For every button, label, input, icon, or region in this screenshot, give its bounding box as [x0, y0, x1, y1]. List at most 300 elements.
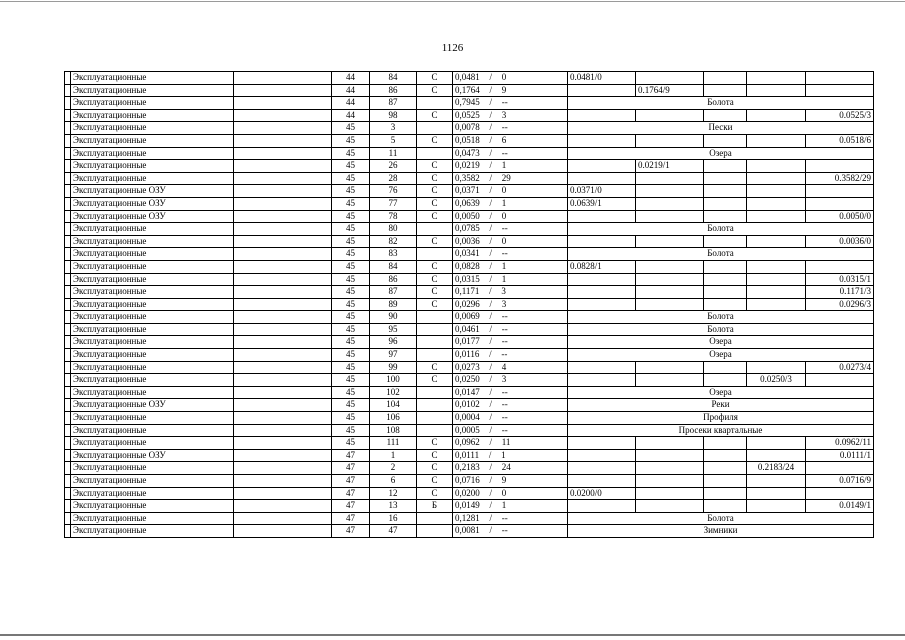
plot-number: 76 [370, 185, 417, 198]
forest-use-type: Эксплуатационные [71, 160, 234, 173]
quarter-number: 45 [332, 147, 370, 160]
volume-column-2 [636, 437, 704, 450]
volume-column-4 [747, 475, 806, 488]
volume-value: -- [501, 97, 508, 108]
area-separator: / [489, 311, 492, 322]
area-separator: / [489, 424, 492, 435]
volume-value: -- [501, 223, 508, 234]
forest-use-type: Эксплуатационные [71, 298, 234, 311]
forest-use-type: Эксплуатационные [71, 172, 234, 185]
category-letter: С [417, 298, 453, 311]
empty-cell [234, 97, 332, 110]
quarter-number: 45 [332, 172, 370, 185]
volume-column-4 [747, 210, 806, 223]
volume-column-5: 0.0296/3 [806, 298, 874, 311]
quarter-number: 45 [332, 374, 370, 387]
volume-column-4 [747, 172, 806, 185]
empty-cell [234, 399, 332, 412]
forest-use-type: Эксплуатационные [71, 374, 234, 387]
area-separator: / [489, 386, 492, 397]
volume-column-4 [747, 298, 806, 311]
forest-use-type: Эксплуатационные [71, 248, 234, 261]
volume-column-3 [704, 109, 747, 122]
category-letter: С [417, 172, 453, 185]
volume-column-4 [747, 160, 806, 173]
forest-use-type: Эксплуатационные [71, 525, 234, 538]
forest-use-type: Эксплуатационные [71, 361, 234, 374]
table-row [65, 424, 874, 437]
area-separator: / [489, 172, 492, 183]
volume-column-3 [704, 210, 747, 223]
volume-value: 6 [501, 134, 507, 145]
volume-column-3 [704, 72, 747, 85]
plot-number: 86 [370, 84, 417, 97]
quarter-number: 44 [332, 84, 370, 97]
scan-edge-bottom [0, 634, 905, 636]
table-row [65, 386, 874, 399]
area-cell [453, 323, 568, 336]
volume-value: 0 [501, 235, 507, 246]
volume-column-3 [704, 260, 747, 273]
plot-number: 90 [370, 311, 417, 324]
table-row [65, 97, 874, 110]
volume-value: -- [501, 122, 508, 133]
plot-number: 5 [370, 134, 417, 147]
table-row [65, 449, 874, 462]
volume-column-1: 0.0639/1 [568, 197, 636, 210]
table-row [65, 172, 874, 185]
forest-use-type: Эксплуатационные [71, 424, 234, 437]
area-cell [453, 84, 568, 97]
area-separator: / [489, 210, 492, 221]
volume-column-3 [704, 449, 747, 462]
volume-column-3 [704, 84, 747, 97]
volume-column-2 [636, 361, 704, 374]
plot-number: 98 [370, 109, 417, 122]
table-row [65, 122, 874, 135]
volume-column-3 [704, 462, 747, 475]
forest-use-type: Эксплуатационные [71, 412, 234, 425]
category-letter [417, 349, 453, 362]
volume-column-2 [636, 197, 704, 210]
volume-column-5: 0.0273/4 [806, 361, 874, 374]
volume-column-4 [747, 84, 806, 97]
volume-column-1 [568, 172, 636, 185]
plot-number: 84 [370, 72, 417, 85]
scan-edge-top [0, 1, 905, 2]
empty-cell [234, 487, 332, 500]
empty-cell [234, 197, 332, 210]
category-letter: С [417, 462, 453, 475]
volume-column-5 [806, 160, 874, 173]
forest-use-type: Эксплуатационные ОЗУ [71, 185, 234, 198]
forest-use-type: Эксплуатационные [71, 147, 234, 160]
area-separator: / [489, 399, 492, 410]
forest-use-type: Эксплуатационные [71, 475, 234, 488]
plot-number: 84 [370, 260, 417, 273]
plot-number: 86 [370, 273, 417, 286]
area-value: 0,0036 [455, 235, 480, 246]
forest-use-type: Эксплуатационные [71, 109, 234, 122]
area-value: 0,0716 [455, 475, 480, 485]
plot-number: 78 [370, 210, 417, 223]
empty-cell [234, 210, 332, 223]
volume-value: 0 [501, 487, 507, 498]
plot-number: 111 [370, 437, 417, 450]
plot-number: 11 [370, 147, 417, 160]
volume-column-5: 0.0962/11 [806, 437, 874, 450]
area-cell [453, 197, 568, 210]
table-row [65, 512, 874, 525]
area-separator: / [489, 286, 492, 297]
forest-use-type: Эксплуатационные [71, 273, 234, 286]
table-row [65, 412, 874, 425]
area-separator: / [489, 223, 492, 234]
table-row [65, 72, 874, 85]
forest-use-type: Эксплуатационные [71, 260, 234, 273]
volume-column-3 [704, 487, 747, 500]
category-letter: С [417, 475, 453, 488]
empty-cell [234, 134, 332, 147]
land-type-label: Болота [568, 512, 874, 525]
volume-column-5: 0.0518/6 [806, 134, 874, 147]
area-separator: / [489, 349, 492, 360]
area-separator: / [489, 475, 492, 485]
area-value: 0,0273 [455, 361, 480, 372]
volume-value: 0 [501, 72, 507, 82]
forest-use-type: Эксплуатационные ОЗУ [71, 399, 234, 412]
area-cell [453, 512, 568, 525]
area-value: 0,0296 [455, 298, 480, 309]
area-cell [453, 134, 568, 147]
plot-number: 26 [370, 160, 417, 173]
volume-value: 0 [501, 210, 507, 221]
volume-value: 3 [501, 374, 507, 385]
area-cell [453, 223, 568, 236]
volume-column-2 [636, 210, 704, 223]
volume-value: 1 [501, 273, 507, 284]
forest-use-type: Эксплуатационные [71, 487, 234, 500]
area-separator: / [489, 97, 492, 108]
volume-column-2 [636, 462, 704, 475]
plot-number: 99 [370, 361, 417, 374]
land-type-label: Озера [568, 336, 874, 349]
category-letter [417, 336, 453, 349]
land-type-label: Пески [568, 122, 874, 135]
volume-column-1 [568, 361, 636, 374]
table-row [65, 349, 874, 362]
volume-column-2 [636, 475, 704, 488]
area-cell [453, 399, 568, 412]
category-letter [417, 412, 453, 425]
volume-column-4 [747, 500, 806, 513]
table-row [65, 399, 874, 412]
volume-column-4 [747, 286, 806, 299]
category-letter: С [417, 361, 453, 374]
empty-cell [234, 160, 332, 173]
plot-number: 104 [370, 399, 417, 412]
empty-cell [234, 361, 332, 374]
area-separator: / [489, 323, 492, 334]
land-type-label: Профиля [568, 412, 874, 425]
category-letter [417, 97, 453, 110]
volume-column-4 [747, 437, 806, 450]
volume-value: 1 [501, 160, 507, 171]
volume-column-3 [704, 160, 747, 173]
area-cell [453, 260, 568, 273]
plot-number: 6 [370, 475, 417, 488]
area-value: 0,0050 [455, 210, 480, 221]
empty-cell [234, 72, 332, 85]
area-value: 0,0785 [455, 223, 480, 234]
empty-cell [234, 84, 332, 97]
area-value: 0,0525 [455, 109, 480, 120]
area-cell [453, 172, 568, 185]
quarter-number: 44 [332, 97, 370, 110]
category-letter: С [417, 185, 453, 198]
forest-use-type: Эксплуатационные ОЗУ [71, 210, 234, 223]
empty-cell [234, 311, 332, 324]
area-separator: / [489, 462, 492, 473]
quarter-number: 45 [332, 361, 370, 374]
page-number: 1126 [441, 42, 464, 54]
volume-value: -- [501, 412, 508, 423]
area-cell [453, 286, 568, 299]
empty-cell [234, 223, 332, 236]
area-value: 0,0962 [455, 437, 480, 448]
area-value: 0,1281 [455, 512, 480, 523]
volume-column-5: 0.0315/1 [806, 273, 874, 286]
volume-value: 3 [501, 298, 507, 309]
table-row [65, 197, 874, 210]
table-row [65, 311, 874, 324]
volume-column-5: 0.0111/1 [806, 449, 874, 462]
area-cell [453, 235, 568, 248]
volume-column-2 [636, 260, 704, 273]
area-separator: / [489, 185, 492, 196]
area-separator: / [489, 374, 492, 385]
quarter-number: 45 [332, 235, 370, 248]
quarter-number: 47 [332, 512, 370, 525]
plot-number: 108 [370, 424, 417, 437]
volume-column-1 [568, 134, 636, 147]
volume-value: -- [501, 525, 508, 536]
forest-use-type: Эксплуатационные [71, 235, 234, 248]
forest-use-type: Эксплуатационные [71, 84, 234, 97]
area-value: 0,0371 [455, 185, 480, 196]
area-cell [453, 210, 568, 223]
area-value: 0,1171 [455, 286, 480, 297]
table-row [65, 223, 874, 236]
empty-cell [234, 185, 332, 198]
category-letter [417, 399, 453, 412]
empty-cell [234, 147, 332, 160]
area-value: 0,0250 [455, 374, 480, 385]
area-value: 0,0116 [455, 349, 480, 360]
volume-column-5 [806, 487, 874, 500]
volume-value: -- [501, 311, 508, 322]
land-type-label: Болота [568, 248, 874, 261]
volume-column-2 [636, 235, 704, 248]
land-type-label: Озера [568, 386, 874, 399]
area-value: 0,1764 [455, 84, 480, 95]
volume-column-4 [747, 197, 806, 210]
volume-column-1 [568, 437, 636, 450]
empty-cell [234, 412, 332, 425]
plot-number: 95 [370, 323, 417, 336]
volume-value: 1 [501, 500, 507, 511]
area-cell [453, 122, 568, 135]
table-row [65, 210, 874, 223]
area-value: 0,0219 [455, 160, 480, 171]
empty-cell [234, 122, 332, 135]
volume-column-1: 0.0371/0 [568, 185, 636, 198]
plot-number: 82 [370, 235, 417, 248]
volume-column-5: 0.0036/0 [806, 235, 874, 248]
category-letter: С [417, 487, 453, 500]
area-cell [453, 311, 568, 324]
forest-use-type: Эксплуатационные [71, 500, 234, 513]
area-separator: / [489, 72, 492, 82]
plot-number: 96 [370, 336, 417, 349]
volume-column-3 [704, 374, 747, 387]
empty-cell [234, 298, 332, 311]
volume-column-4 [747, 72, 806, 85]
volume-value: 9 [501, 84, 507, 95]
quarter-number: 45 [332, 323, 370, 336]
volume-column-1: 0.0200/0 [568, 487, 636, 500]
volume-column-3 [704, 273, 747, 286]
volume-column-3 [704, 172, 747, 185]
area-value: 0,0200 [455, 487, 480, 498]
land-type-label: Болота [568, 323, 874, 336]
volume-column-5 [806, 72, 874, 85]
empty-cell [234, 512, 332, 525]
plot-number: 1 [370, 449, 417, 462]
category-letter: С [417, 273, 453, 286]
forest-use-type: Эксплуатационные ОЗУ [71, 197, 234, 210]
volume-column-2 [636, 286, 704, 299]
plot-number: 89 [370, 298, 417, 311]
area-cell [453, 336, 568, 349]
area-cell [453, 273, 568, 286]
volume-column-2 [636, 185, 704, 198]
area-value: 0,0005 [455, 424, 480, 435]
plot-number: 3 [370, 122, 417, 135]
volume-column-4 [747, 361, 806, 374]
plot-number: 106 [370, 412, 417, 425]
plot-number: 100 [370, 374, 417, 387]
volume-column-2 [636, 449, 704, 462]
area-value: 0,0481 [455, 72, 480, 82]
category-letter [417, 122, 453, 135]
area-separator: / [489, 361, 492, 372]
area-value: 0,0473 [455, 147, 480, 158]
volume-value: 1 [501, 260, 507, 271]
volume-column-2 [636, 273, 704, 286]
category-letter: С [417, 160, 453, 173]
volume-column-5 [806, 197, 874, 210]
volume-column-5 [806, 185, 874, 198]
volume-column-4: 0.2183/24 [747, 462, 806, 475]
volume-value: -- [501, 336, 508, 347]
quarter-number: 45 [332, 160, 370, 173]
area-cell [453, 525, 568, 538]
quarter-number: 45 [332, 349, 370, 362]
volume-column-5: 0.0149/1 [806, 500, 874, 513]
table-row [65, 235, 874, 248]
empty-cell [234, 349, 332, 362]
category-letter: С [417, 449, 453, 462]
empty-cell [234, 462, 332, 475]
area-cell [453, 374, 568, 387]
plot-number: 97 [370, 349, 417, 362]
volume-value: 0 [501, 185, 507, 196]
volume-column-1: 0.0481/0 [568, 72, 636, 85]
plot-number: 13 [370, 500, 417, 513]
volume-value: 9 [501, 475, 507, 485]
table-row [65, 109, 874, 122]
area-value: 0,0177 [455, 336, 480, 347]
empty-cell [234, 260, 332, 273]
land-type-label: Реки [568, 399, 874, 412]
quarter-number: 44 [332, 109, 370, 122]
plot-number: 47 [370, 525, 417, 538]
table-row [65, 260, 874, 273]
volume-column-2 [636, 172, 704, 185]
volume-column-5 [806, 260, 874, 273]
forest-use-type: Эксплуатационные [71, 72, 234, 85]
quarter-number: 45 [332, 336, 370, 349]
area-value: 0,0639 [455, 197, 480, 208]
area-value: 0,0315 [455, 273, 480, 284]
area-cell [453, 72, 568, 85]
category-letter [417, 525, 453, 538]
land-type-label: Болота [568, 311, 874, 324]
empty-cell [234, 500, 332, 513]
volume-column-2 [636, 72, 704, 85]
volume-column-4 [747, 134, 806, 147]
volume-column-5 [806, 462, 874, 475]
volume-column-1 [568, 286, 636, 299]
table-row [65, 462, 874, 475]
land-type-label: Болота [568, 97, 874, 110]
volume-column-1 [568, 500, 636, 513]
volume-column-2 [636, 487, 704, 500]
table-row [65, 160, 874, 173]
category-letter: С [417, 197, 453, 210]
volume-column-2 [636, 298, 704, 311]
area-separator: / [489, 525, 492, 536]
quarter-number: 45 [332, 134, 370, 147]
volume-column-2 [636, 500, 704, 513]
area-separator: / [489, 84, 492, 95]
forest-use-type: Эксплуатационные [71, 462, 234, 475]
area-separator: / [488, 449, 492, 460]
area-cell [453, 160, 568, 173]
volume-column-2 [636, 109, 704, 122]
area-value: 0,0518 [455, 134, 480, 145]
volume-column-4 [747, 185, 806, 198]
table-row [65, 361, 874, 374]
quarter-number: 45 [332, 298, 370, 311]
forest-use-type: Эксплуатационные [71, 336, 234, 349]
plot-number: 87 [370, 286, 417, 299]
quarter-number: 45 [332, 197, 370, 210]
area-cell [453, 386, 568, 399]
volume-column-1 [568, 160, 636, 173]
empty-cell [234, 437, 332, 450]
